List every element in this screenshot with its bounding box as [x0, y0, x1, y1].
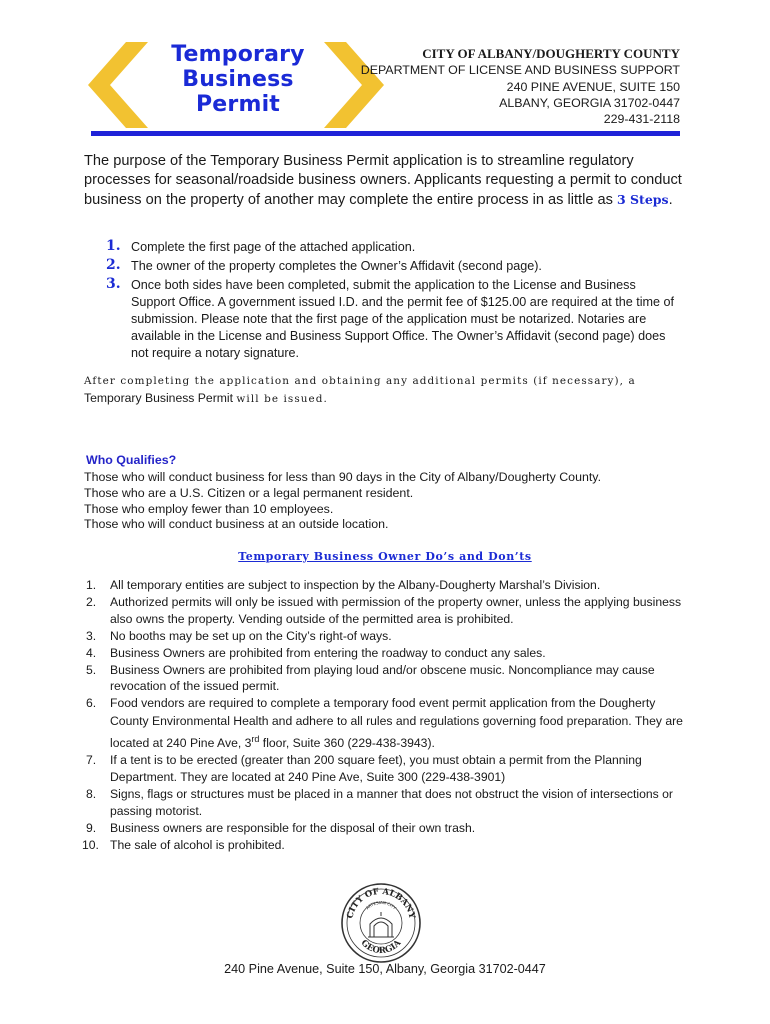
- step-item: [106, 258, 676, 275]
- rule-text: Business Owners are prohibited from playing loud and/or obscene music. Noncompliance may cause revocation of the issued permit.: [110, 662, 655, 694]
- rule-number: 4.: [86, 645, 97, 660]
- who-qualifies-list: [84, 470, 694, 533]
- rule-number: 7.: [86, 753, 97, 768]
- logo-line-2: Business: [182, 67, 294, 92]
- organization-header: [361, 46, 680, 127]
- dos-and-donts-list: [82, 577, 686, 854]
- after-text-1: After completing the application and obtaining any additional permits (if necessary), a: [84, 375, 636, 387]
- rule-text: All temporary entities are subject to inspection by the Albany-Dougherty Marshal’s Division.: [110, 578, 601, 592]
- rule-text: Food vendors are required to complete a temporary food event permit application from the Dougherty County Environmental Health and adhere to all rules and regulations governing food preparation. They are located at 240 Pine Ave, 3: [110, 696, 683, 750]
- step-text: Complete the first page of the attached application.: [131, 240, 416, 254]
- footer-address: 240 Pine Avenue, Suite 150, Albany, Georgia 31702-0447: [224, 962, 546, 976]
- rule-item: [86, 695, 686, 752]
- seal-bottom-text: GEORGIA: [358, 938, 404, 957]
- rule-number: 1.: [86, 578, 97, 592]
- address-line-2: ALBANY, GEORGIA 31702-0447: [499, 95, 680, 110]
- logo-line-3: Permit: [195, 92, 281, 117]
- rule-number: 6.: [86, 696, 97, 711]
- step-number: 2.: [106, 257, 121, 273]
- seal-inner-text: ARTESIAN CITY: [364, 899, 398, 911]
- left-chevron-shape: [88, 42, 148, 128]
- dos-and-donts-heading: Temporary Business Owner Do’s and Don’ts: [238, 550, 532, 563]
- rule-number: 8.: [86, 787, 97, 801]
- rule-text: No booths may be set up on the City’s right-of ways.: [110, 628, 392, 643]
- after-text-3: will be issued.: [236, 393, 328, 405]
- intro-paragraph: [84, 152, 684, 211]
- rule-item: [86, 628, 686, 645]
- rule-number: 9.: [86, 820, 97, 835]
- rule-text-cont: floor, Suite 360 (229-438-3943).: [259, 735, 435, 750]
- steps-emphasis: 3 Steps: [616, 192, 669, 208]
- intro-text: The purpose of the Temporary Business Permit application is to streamline regulatory processes for seasonal/roadside business owners. Applicants requesting a permit to conduct business on the property of another may complete the entire process in as little as: [84, 153, 682, 209]
- logo-line-1: Temporary: [171, 42, 305, 67]
- after-completing-paragraph: [84, 372, 684, 408]
- qualifier-line: Those who will conduct business for less than 90 days in the City of Albany/Dougherty County.: [84, 470, 602, 484]
- after-text-2: Temporary Business Permit: [84, 391, 234, 405]
- rule-item: [86, 752, 686, 786]
- qualifier-line: Those who employ fewer than 10 employees.: [84, 501, 334, 516]
- qualifier-line: Those who will conduct business at an outside location.: [84, 517, 389, 532]
- header-divider: [91, 131, 680, 136]
- step-item: [106, 239, 676, 256]
- department-name: DEPARTMENT OF LICENSE AND BUSINESS SUPPORT: [360, 63, 680, 78]
- rule-item: [86, 594, 686, 628]
- logo-title: [148, 42, 328, 117]
- rule-number: 2.: [86, 594, 97, 609]
- rule-item: [86, 662, 686, 696]
- address-line-1: 240 PINE AVENUE, SUITE 150: [506, 79, 680, 94]
- seal-archway-icon: [368, 912, 394, 937]
- who-qualifies-heading: Who Qualifies?: [86, 453, 177, 467]
- seal-top-text: CITY OF ALBANY: [345, 886, 417, 920]
- rule-number: 3.: [86, 628, 97, 643]
- step-number: 1.: [106, 238, 121, 254]
- city-name: CITY OF ALBANY/DOUGHERTY COUNTY: [422, 46, 680, 61]
- step-item: [106, 277, 676, 362]
- rule-item: [86, 820, 686, 837]
- rule-text: Business Owners are prohibited from entering the roadway to conduct any sales.: [110, 645, 546, 660]
- city-seal-icon: [340, 882, 422, 964]
- rule-item: [86, 577, 686, 594]
- rule-text: Authorized permits will only be issued with permission of the property owner, unless the applying business also owns the property. Vending outside of the permitted area is prohibited.: [110, 594, 682, 626]
- rule-text: Business owners are responsible for the disposal of their own trash.: [110, 820, 476, 835]
- step-number: 3.: [106, 276, 121, 292]
- step-text: Once both sides have been completed, submit the application to the License and Business Support Office. A government issued I.D. and the permit fee of $125.00 are required at the time of submission. Please note that the first page of the application must be notarized. Notaries are available in the License and Business Support Office. The Owner’s Affidavit (second page) does not require a notary signature.: [131, 278, 675, 360]
- rule-number: 5.: [86, 662, 97, 677]
- rule-superscript: rd: [251, 733, 260, 744]
- rule-text: Signs, flags or structures must be placed in a manner that does not obstruct the vision of intersections or passing motorist.: [110, 787, 673, 818]
- rule-item: [86, 645, 686, 662]
- rule-text: The sale of alcohol is prohibited.: [110, 837, 285, 852]
- rule-text: If a tent is to be erected (greater than 200 square feet), you must obtain a permit from the Planning Department. They are located at 240 Pine Ave, Suite 300 (229-438-3901): [110, 753, 642, 785]
- rule-item: [82, 837, 686, 854]
- rule-item: [86, 786, 686, 820]
- rule-number: 10.: [82, 837, 99, 852]
- qualifier-line: Those who are a U.S. Citizen or a legal permanent resident.: [84, 485, 414, 500]
- intro-end: .: [668, 192, 673, 209]
- phone-number: 229-431-2118: [603, 112, 680, 127]
- step-text: The owner of the property completes the Owner’s Affidavit (second page).: [131, 259, 542, 273]
- steps-list: [106, 239, 676, 362]
